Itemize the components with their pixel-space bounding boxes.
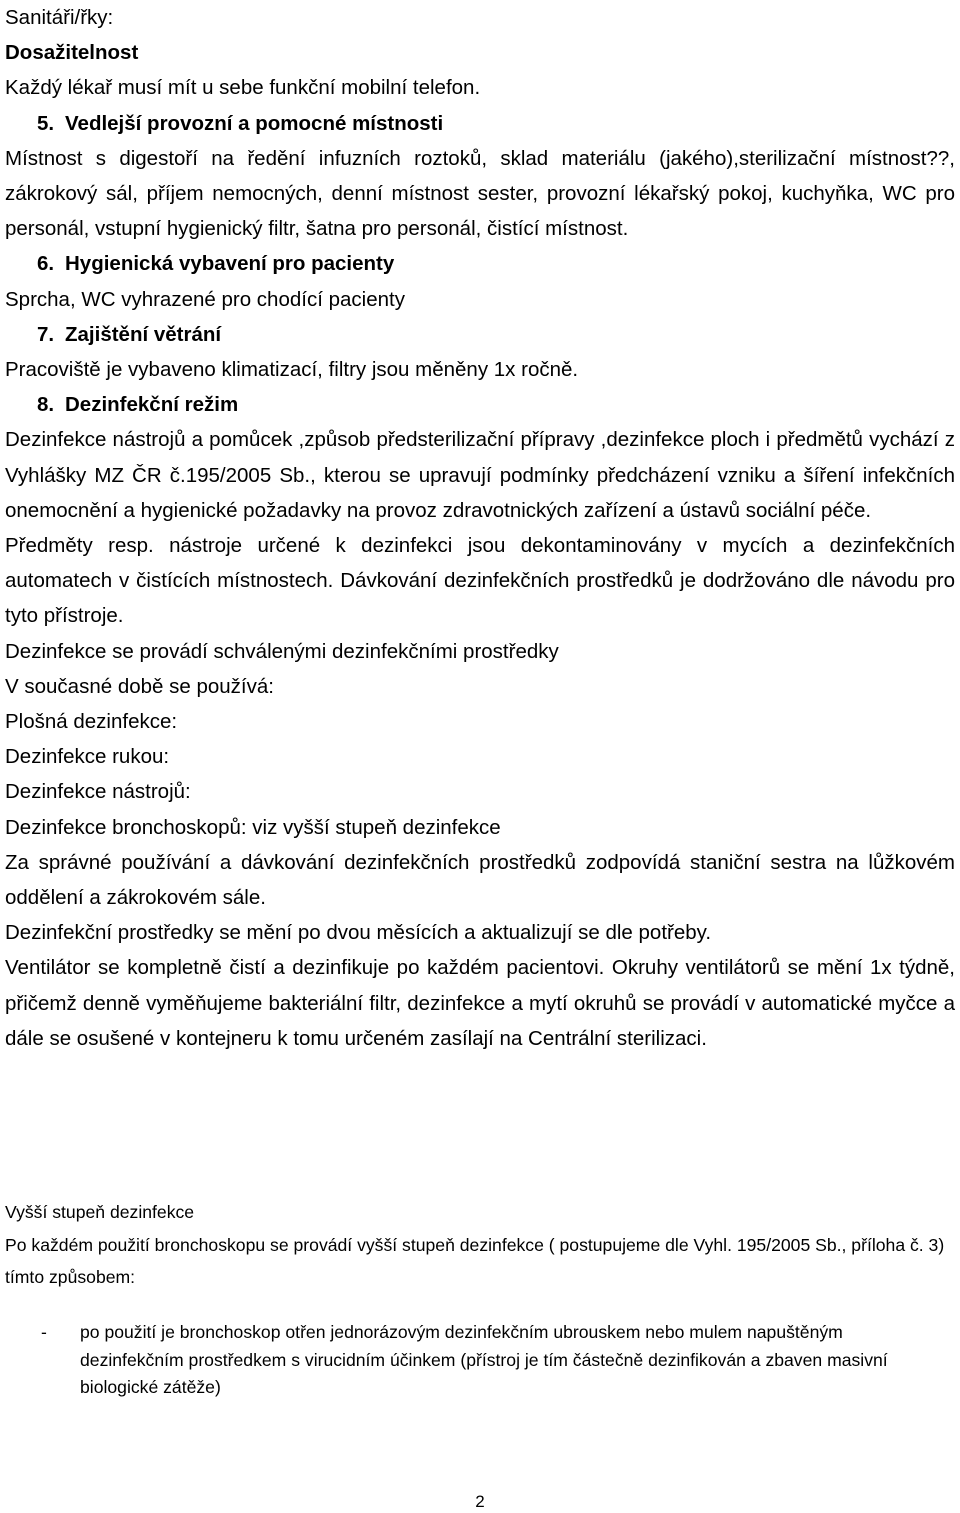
bronchoscope-disinfection-label: Dezinfekce bronchoskopů: viz vyšší stupeň dezinfekce (5, 815, 501, 839)
section-8-number: 8. (37, 393, 55, 417)
high-level-disinfection-section (5, 1196, 955, 1294)
section-6-text: Sprcha, WC vyhrazené pro chodící pacienty (5, 287, 405, 311)
availability-heading: Dosažitelnost (5, 41, 139, 65)
ventilator-cleaning-text: Ventilátor se kompletně čistí a dezinfikuje po každém pacientovi. Okruhy ventilátorů se mění 1x týdně, přičemž denně vyměňujeme bakteriální filtr, dezinfekce a mytí okruhů se provádí v automatické myčce a dále se osušené v kontejneru k tomu určeném zasílají na Centrální sterilizaci. (5, 956, 955, 1050)
approved-disinfectants-text: Dezinfekce se provádí schválenými dezinfekčními prostředky (5, 639, 559, 663)
procedure-list-item (5, 1319, 955, 1402)
list-dash: - (41, 1322, 47, 1342)
section-7-text: Pracoviště je vybaveno klimatizací, filtry jsou měněny 1x ročně. (5, 358, 579, 382)
instrument-disinfection-label: Dezinfekce nástrojů: (5, 780, 191, 804)
section-5-number: 5. (37, 111, 55, 135)
section-5-title: Vedlejší provozní a pomocné místnosti (65, 111, 444, 135)
staff-role-heading: Sanitáři/řky: (5, 6, 114, 29)
section-6-heading (5, 246, 955, 281)
document-page (5, 0, 955, 1056)
section-5-text: Místnost s digestoří na ředění infuzních roztoků, sklad materiálu (jakého),sterilizační místnost??, zákrokový sál, příjem nemocných, denní místnost sester, provozní lékařský pokoj, kuchyňka, WC pro personál, vstupní hygienický filtr, šatna pro personál, čistící místnost. (5, 146, 955, 241)
phone-requirement-text: Každý lékař musí mít u sebe funkční mobilní telefon. (5, 76, 481, 100)
high-level-disinfection-title: Vyšší stupeň dezinfekce (5, 1202, 195, 1222)
section-7-heading (5, 317, 955, 352)
hand-disinfection-label: Dezinfekce rukou: (5, 745, 170, 769)
surface-disinfection-label: Plošná dezinfekce: (5, 710, 178, 734)
list-item-text: po použití je bronchoskop otřen jednorázovým dezinfekčním ubrouskem nebo mulem napuštěným dezinfekčním prostředkem s virucidním účinkem (přístroj je tím částečně dezinfikován a zbaven masivní biologické zátěže) (80, 1322, 888, 1398)
section-8-heading (5, 387, 955, 422)
instrument-decontamination-text: Předměty resp. nástroje určené k dezinfekci jsou dekontaminovány v mycích a dezinfekčních automatech v čistících místnostech. Dávkování dezinfekčních prostředků je dodržováno dle návodu pro tyto přístroje. (5, 534, 955, 628)
section-8-title: Dezinfekční režim (65, 393, 239, 417)
section-5-heading (5, 106, 955, 141)
disinfection-legal-text: Dezinfekce nástrojů a pomůcek ,způsob předsterilizační přípravy ,dezinfekce ploch i předmětů vychází z Vyhlášky MZ ČR č.195/2005 Sb., kterou se upravují podmínky předcházení vzniku a šíření infekčních onemocnění a hygienické požadavky na provoz zdravotnických zařízení a ústavů sociální péče. (5, 428, 955, 522)
section-7-number: 7. (37, 322, 55, 346)
responsibility-text: Za správné používání a dávkování dezinfekčních prostředků zodpovídá staniční sestra na lůžkovém oddělení a zákrokovém sále. (5, 850, 955, 910)
section-7-title: Zajištění větrání (65, 322, 222, 346)
section-6-title: Hygienická vybavení pro pacienty (65, 252, 395, 276)
currently-used-label: V současné době se používá: (5, 674, 274, 698)
section-6-number: 6. (37, 252, 55, 276)
rotation-text: Dezinfekční prostředky se mění po dvou měsících a aktualizují se dle potřeby. (5, 921, 712, 945)
page-number: 2 (475, 1492, 485, 1511)
high-level-disinfection-intro: Po každém použití bronchoskopu se provádí vyšší stupeň dezinfekce ( postupujeme dle Vyhl. 195/2005 Sb., příloha č. 3) tímto způsobem: (5, 1234, 945, 1287)
